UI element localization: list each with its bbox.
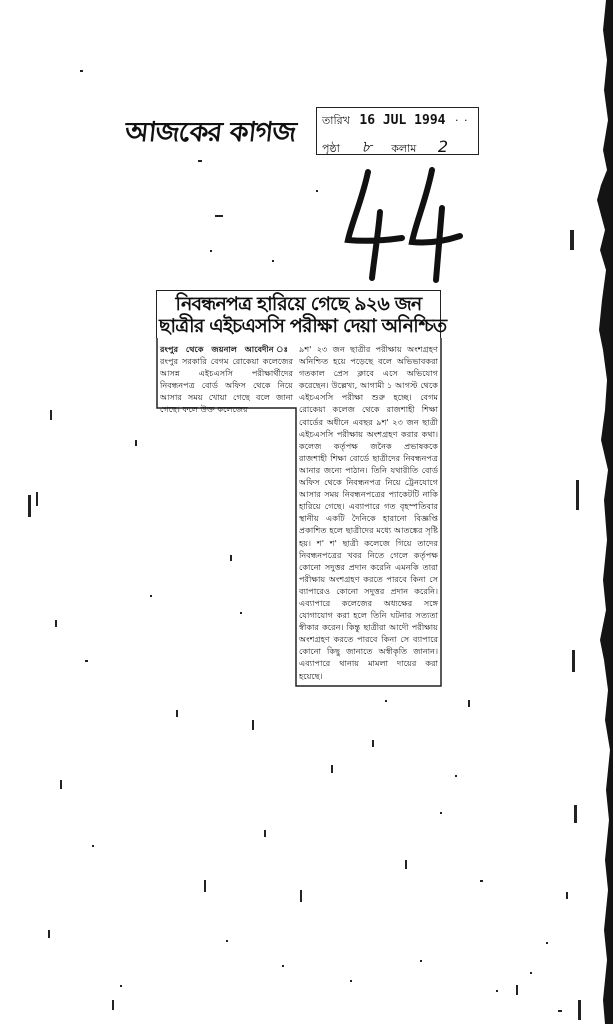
headline-line-1: নিবন্ধনপত্র হারিয়ে গেছে ৯২৬ জন [175,293,422,315]
article-column-left [160,343,293,415]
headline-line-2: ছাত্রীর এইচএসসি পরীক্ষা দেয়া অনিশ্চিত [159,315,447,337]
stamp-date-value: 16 JUL 1994 [359,113,446,128]
stamp-column-label: কলাম [391,142,417,155]
stamp-date-label: তারিখ [322,114,350,127]
stamp-page-label: পৃষ্ঠা [322,142,340,155]
newspaper-name: আজকের কাগজ [123,117,298,148]
stamp-column-value: 2 [437,137,449,156]
stamp-page-value: ৮ [361,137,372,156]
stamp-dots: · · [454,114,469,127]
torn-right-edge [591,0,613,1024]
handwritten-number [340,160,470,285]
article-column-right: ৯শ' ২৩ জন ছাত্রীর পরীক্ষায় অংশগ্রহণ অনিশ্চিত হয়ে পড়েছে বলে অভিভাবকরা গতকাল প্রেস ক্লাবে এসে অভিযোগ করেছেন। উল্লেখ্য, আগামী ১ আগস্ট থেকে এইচএসসি পরীক্ষা শুরু হচ্ছে। বেগম রোকেয়া কলেজ থেকে রাজশাহী শিক্ষা বোর্ডের অধীনে এবছর ৯শ' ২৩ জন ছাত্রী এইচএসসি পরীক্ষায় অংশগ্রহণ করার কথা। কলেজ কর্তৃপক্ষ জনৈক প্রভাষককে রাজশাহী শিক্ষা বোর্ডে ছাত্রীদের নিবন্ধনপত্র আনার জন্যে পাঠান। তিনি যথারীতি বোর্ড অফিস থেকে নিবন্ধনপত্র নিয়ে ট্রেনযোগে আসার সময় নিবন্ধনপত্রের প্যাকেটটি নাকি হারিয়ে গেছে। এব্যাপারে গত বৃহস্পতিবার স্থানীয় একটি দৈনিকে হারানো বিজ্ঞপ্তি প্রকাশিত হলে ছাত্রীদের মধ্যে আতঙ্কের সৃষ্টি হয়। শ' শ' ছাত্রী কলেজে গিয়ে তাদের নিবন্ধনপত্রের খবর নিতে গেলে কর্তৃপক্ষ কোনো সদুত্তর প্রদান করেনি এমনকি তারা পরীক্ষায় অংশগ্রহণ করতে পারবে কিনা সে ব্যাপারেও কোনো সদুত্তর প্রদান করেনি। এব্যাপারে কলেজের অধ্যক্ষের সঙ্গে যোগাযোগ করা হলে তিনি ঘটনার সত্যতা স্বীকার করেন। কিন্তু ছাত্রীরা আদৌ পরীক্ষায় অংশগ্রহণ করতে পারবে কিনা সে ব্যাপারে কোনো কিছু জানাতে অস্বীকৃতি জানান। এব্যাপারে থানায় মামলা দায়ের করা হয়েছে। [299,344,438,681]
headline-box [156,290,447,338]
article-body-left: রংপুর সরকারি বেগম রোকেয়া কলেজের আসন্ন এইচএসসি পরীক্ষার্থীদের নিবন্ধনপত্র বোর্ড অফিস থেকে নিয়ে আসার সময় খোয়া গেছে বলে জানা গেছে। ফলে উক্ত কলেজের [160,356,293,415]
article-byline: রংপুর থেকে জয়নাল আবেদীন ঃ [160,344,293,354]
date-stamp [316,107,479,155]
